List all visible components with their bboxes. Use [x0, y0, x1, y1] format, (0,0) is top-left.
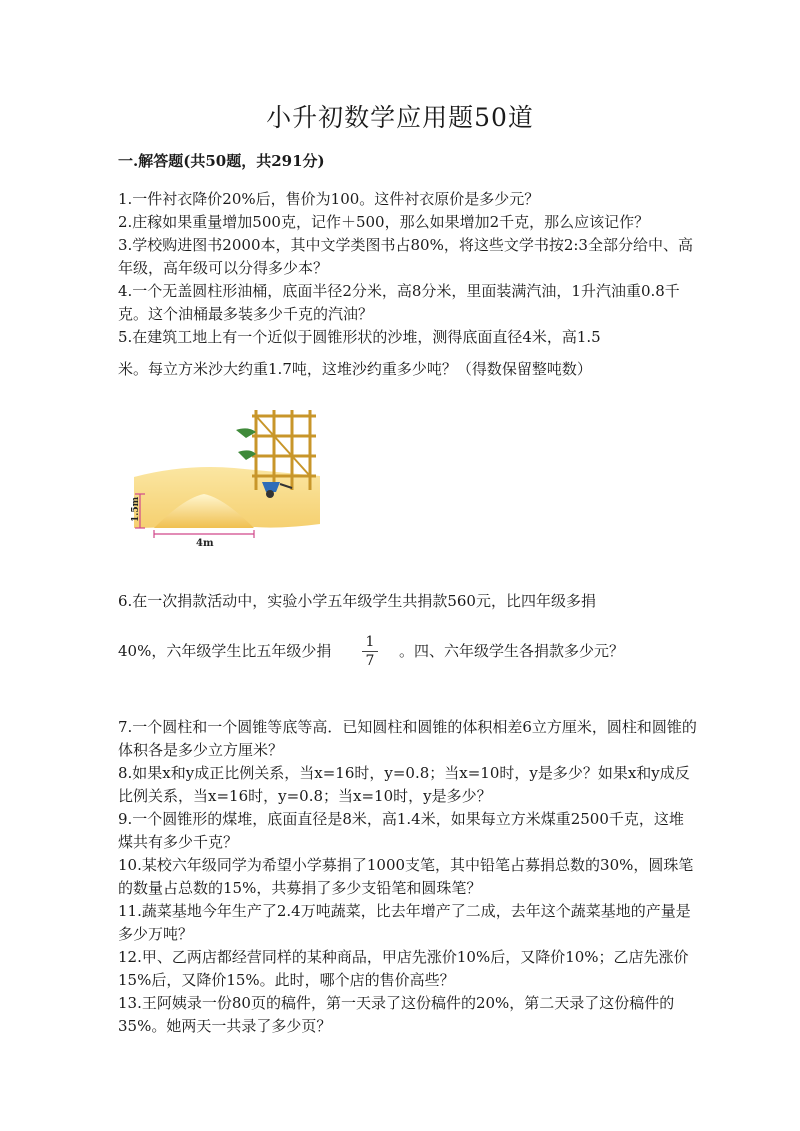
question-6-line-3: 。四、六年级学生各捐款多少元？ [399, 642, 625, 660]
sand-pile-figure [124, 402, 324, 552]
question-3: 3.学校购进图书2000本，其中文学类图书占80%，将这些文学书按2:3全部分给中、高年级，高年级可以分得多少本？ [118, 236, 693, 277]
question-8: 8.如果x和y成正比例关系，当x=16时，y=0.8；当x=10时，y是多少？如果x和y成反比例关系，当x=16时，y=0.8；当x=10时，y是多少？ [118, 764, 690, 805]
question-6-line-2: 40%，六年级学生比五年级少捐 [118, 642, 332, 660]
question-13: 13.王阿姨录一份80页的稿件，第一天录了这份稿件的20%，第二天录了这份稿件的35%。她两天一共录了多少页？ [118, 994, 675, 1035]
question-2: 2.庄稼如果重量增加500克，记作＋500，那么如果增加2千克，那么应该记作？ [118, 213, 650, 231]
page-title: 小升初数学应用题50道 [266, 103, 534, 132]
question-1: 1.一件衬衣降价20%后，售价为100。这件衬衣原价是多少元？ [118, 190, 540, 208]
question-11: 11.蔬菜基地今年生产了2.4万吨蔬菜，比去年增产了二成，去年这个蔬菜基地的产量是多少万吨？ [118, 902, 691, 943]
question-5-line-2: 米。每立方米沙大约重1.7吨，这堆沙约重多少吨？（得数保留整吨数） [118, 360, 592, 378]
question-4: 4.一个无盖圆柱形油桶，底面半径2分米，高8分米，里面装满汽油，1升汽油重0.8千克。这个油桶最多装多少千克的汽油？ [118, 282, 680, 323]
question-12: 12.甲、乙两店都经营同样的某种商品，甲店先涨价10%后，又降价10%；乙店先涨价15%后，又降价15%。此时，哪个店的售价高些？ [118, 948, 689, 989]
width-label: 4m [196, 538, 214, 549]
question-6-line-1: 6.在一次捐款活动中，实验小学五年级学生共捐款560元，比四年级多捐 [118, 592, 596, 610]
question-9: 9.一个圆锥形的煤堆，底面直径是8米，高1.4米，如果每立方米煤重2500千克，这堆煤共有多少千克？ [118, 810, 684, 851]
fraction-one-seventh [362, 634, 378, 669]
height-label: 1.5m [131, 496, 141, 522]
fraction-denominator: 7 [365, 653, 375, 669]
fraction-numerator: 1 [365, 634, 375, 650]
question-10: 10.某校六年级同学为希望小学募捐了1000支笔，其中铅笔占募捐总数的30%，圆珠笔的数量占总数的15%，共募捐了多少支铅笔和圆珠笔？ [118, 856, 694, 897]
section-heading: 一.解答题(共50题，共291分) [118, 152, 325, 170]
question-5-line-1: 5.在建筑工地上有一个近似于圆锥形状的沙堆，测得底面直径4米，高1.5 [118, 328, 601, 346]
question-7: 7.一个圆柱和一个圆锥等底等高．已知圆柱和圆锥的体积相差6立方厘米，圆柱和圆锥的体积各是多少立方厘米？ [118, 718, 697, 759]
